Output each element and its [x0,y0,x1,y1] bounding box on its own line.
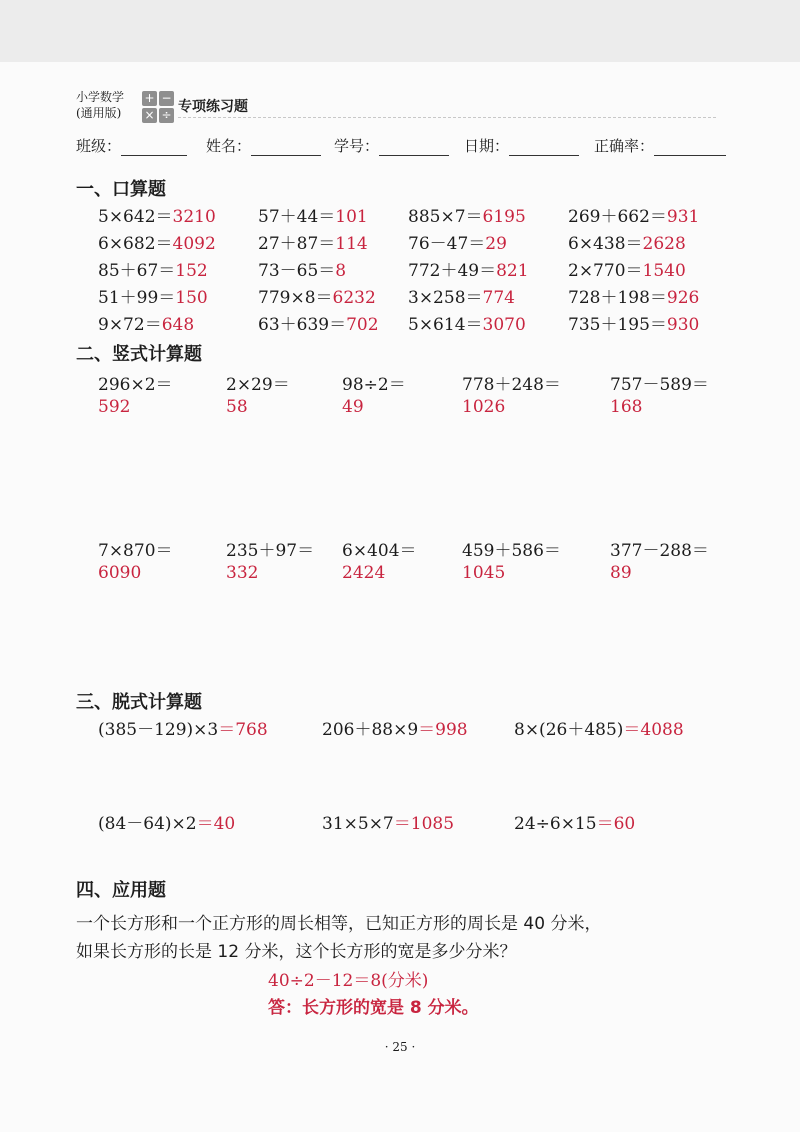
step-item: (385－129)×3＝768 [98,720,268,740]
oral-item: 6×438＝2628 [568,234,686,254]
oral-item: 27＋87＝114 [258,234,368,254]
multiply-icon: × [142,108,157,123]
step-item: 24÷6×15＝60 [514,814,636,834]
vertical-answer: 168 [610,397,643,417]
accuracy-label: 正确率： [594,137,655,155]
oral-answer: 3070 [482,315,526,335]
oral-item: 728＋198＝926 [568,288,700,308]
header-divider [178,117,716,118]
oral-item: 269＋662＝931 [568,207,700,227]
scan-top-band [0,0,800,62]
oral-item: 772＋49＝821 [408,261,529,281]
vertical-question: 757－589＝ [610,375,709,395]
vertical-answer: 332 [226,563,259,583]
oral-item: 63＋639＝702 [258,315,379,335]
name-field [206,135,321,156]
book-label [76,89,146,121]
oral-answer: 114 [335,234,368,254]
vertical-question: 377－288＝ [610,541,709,561]
vertical-question: 6×404＝ [342,541,417,561]
series-title: 专项练习题 [178,99,248,115]
section-3-title: 三、脱式计算题 [76,692,202,713]
vertical-question: 778＋248＝ [462,375,561,395]
step-answer: ＝60 [596,814,636,834]
oral-item: 9×72＝648 [98,315,195,335]
date-field [464,135,579,156]
date-blank[interactable] [509,137,579,156]
name-label: 姓名： [206,137,252,155]
book-label-line1: 小学数学 [76,90,125,104]
step-answer: ＝768 [218,720,268,740]
vertical-question: 296×2＝ [98,375,173,395]
oral-item: 735＋195＝930 [568,315,700,335]
oral-answer: 6232 [332,288,376,308]
oral-answer: 3210 [172,207,216,227]
oral-answer: 648 [161,315,195,335]
operations-logo [142,91,174,123]
class-blank[interactable] [121,137,187,156]
word-problem [76,910,736,966]
vertical-answer: 1045 [462,563,506,583]
oral-answer: 1540 [642,261,686,281]
oral-item: 779×8＝6232 [258,288,376,308]
vertical-question: 235＋97＝ [226,541,315,561]
oral-item: 85＋67＝152 [98,261,208,281]
oral-answer: 774 [482,288,515,308]
solution-answer: 答：长方形的宽是 8 分米。 [268,998,479,1018]
page-number: · 25 · [384,1040,416,1054]
oral-answer: 8 [335,261,347,281]
oral-answer: 2628 [642,234,686,254]
plus-icon: + [142,91,157,106]
oral-answer: 821 [496,261,529,281]
oral-item: 2×770＝1540 [568,261,686,281]
class-field [76,135,187,156]
accuracy-field [594,135,726,156]
minus-icon: − [159,91,174,106]
oral-answer: 29 [485,234,507,254]
word-problem-line2: 如果长方形的长是 12 分米，这个长方形的宽是多少分米？ [76,942,517,962]
student-info-row [76,135,726,159]
step-item: (84－64)×2＝40 [98,814,236,834]
step-answer: ＝998 [418,720,468,740]
oral-answer: 702 [346,315,379,335]
step-item: 8×(26＋485)＝4088 [514,720,684,740]
student-number-label: 学号： [334,137,380,155]
oral-answer: 4092 [172,234,216,254]
student-number-blank[interactable] [379,137,449,156]
section-1-title: 一、口算题 [76,179,166,200]
vertical-answer: 592 [98,397,131,417]
step-item: 31×5×7＝1085 [322,814,455,834]
vertical-question: 98÷2＝ [342,375,406,395]
vertical-question: 2×29＝ [226,375,290,395]
name-blank[interactable] [251,137,321,156]
step-answer: ＝40 [196,814,236,834]
vertical-question: 7×870＝ [98,541,173,561]
step-answer: ＝4088 [623,720,684,740]
oral-item: 5×642＝3210 [98,207,216,227]
vertical-answer: 49 [342,397,364,417]
accuracy-blank[interactable] [654,137,726,156]
oral-item: 73－65＝8 [258,261,347,281]
oral-answer: 931 [666,207,700,227]
book-label-line2: (通用版) [76,106,122,120]
oral-answer: 101 [335,207,368,227]
oral-answer: 6195 [482,207,526,227]
oral-answer: 150 [175,288,208,308]
student-number-field [334,135,449,156]
section-4-title: 四、应用题 [76,880,166,901]
vertical-answer: 6090 [98,563,142,583]
vertical-question: 459＋586＝ [462,541,561,561]
date-label: 日期： [464,137,510,155]
oral-answer: 930 [666,315,700,335]
vertical-answer: 2424 [342,563,386,583]
solution-equation: 40÷2－12＝8(分米) [268,971,429,991]
oral-item: 76－47＝29 [408,234,507,254]
class-label: 班级： [76,137,122,155]
word-problem-line1: 一个长方形和一个正方形的周长相等，已知正方形的周长是 40 分米， [76,914,602,934]
oral-item: 57＋44＝101 [258,207,368,227]
oral-item: 3×258＝774 [408,288,515,308]
step-item: 206＋88×9＝998 [322,720,468,740]
section-2-title: 二、竖式计算题 [76,344,202,365]
oral-item: 5×614＝3070 [408,315,526,335]
divide-icon: ÷ [159,108,174,123]
oral-item: 885×7＝6195 [408,207,526,227]
oral-item: 51＋99＝150 [98,288,208,308]
oral-answer: 152 [175,261,208,281]
oral-item: 6×682＝4092 [98,234,216,254]
vertical-answer: 89 [610,563,632,583]
oral-answer: 926 [666,288,700,308]
vertical-answer: 58 [226,397,248,417]
vertical-answer: 1026 [462,397,506,417]
step-answer: ＝1085 [393,814,455,834]
